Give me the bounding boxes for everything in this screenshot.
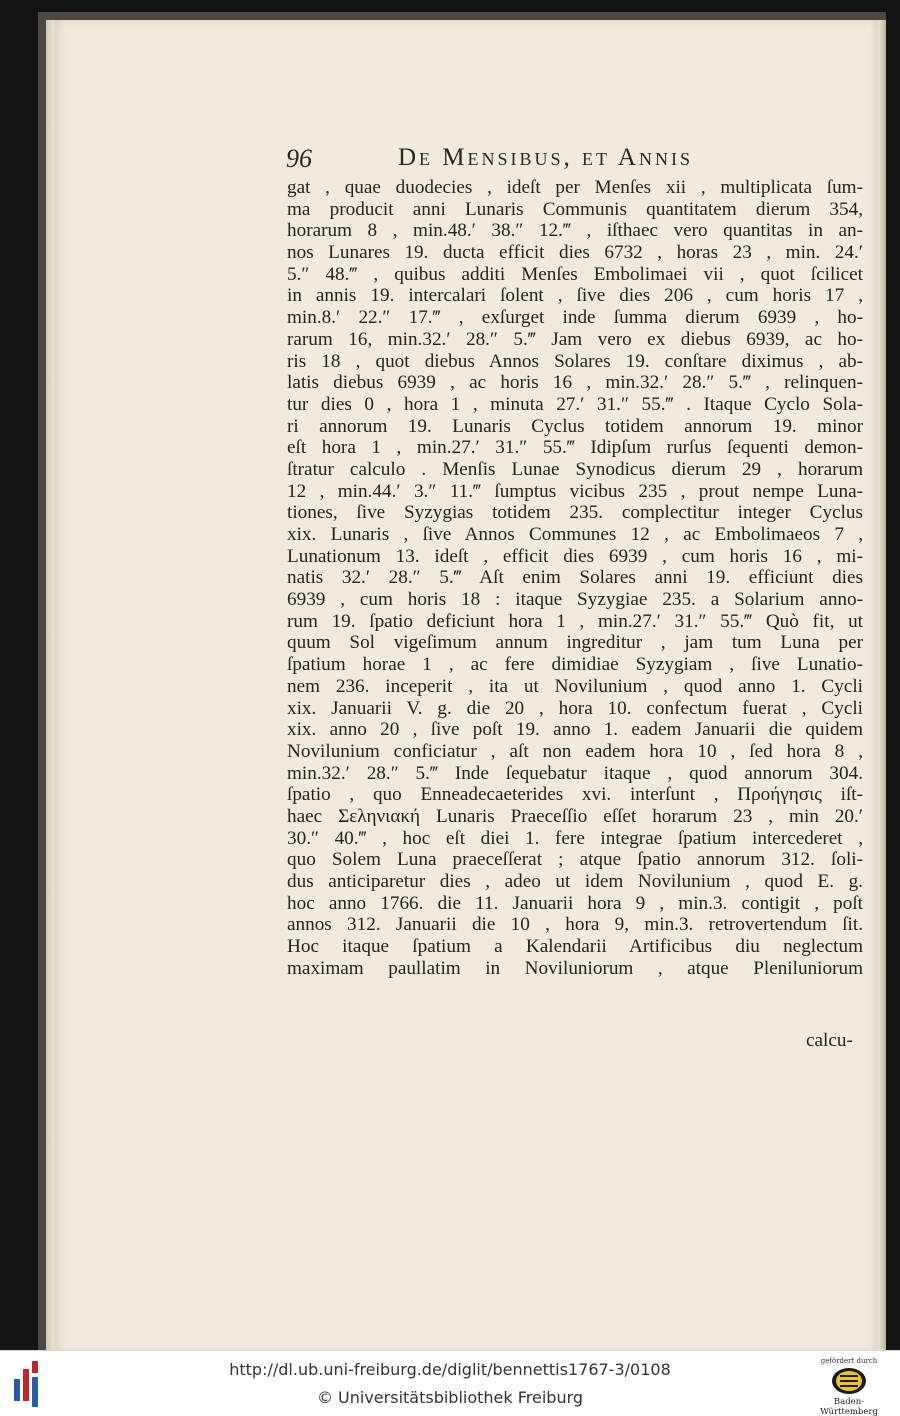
text-line: annos 312. Januarii die 10 , hora 9, min.3. retrovertendum ſit.: [287, 914, 863, 936]
copyright-notice: © Universitätsbibliothek Freiburg: [316, 1388, 584, 1407]
text-line: Hoc itaque ſpatium a Kalendarii Artificibus diu neglectum: [287, 936, 863, 958]
baden-wuerttemberg-crest-icon: [829, 1367, 869, 1395]
page-header: [286, 144, 766, 176]
text-line: Novilunium conficiatur , aſt non eadem hora 10 , ſed hora 8 ,: [287, 740, 863, 762]
catchword: calcu-: [806, 1030, 853, 1051]
text-line: haec Σεληνιακή Lunaris Praeceſſio eſſet horarum 23 , min 20.′: [287, 805, 863, 827]
running-head: De Mensibus, et Annis: [398, 144, 693, 171]
text-line: eſt hora 1 , min.27.′ 31.″ 55.‴ Idipſum rurſus ſequenti demon-: [287, 437, 863, 459]
page-right-edge: [878, 20, 886, 1350]
text-line: hoc anno 1766. die 11. Januarii hora 9 , min.3. contigit , poſt: [287, 892, 863, 914]
page-number: 96: [286, 144, 312, 173]
text-line: horarum 8 , min.48.′ 38.″ 12.‴ , iſthaec vero quantitas in an-: [287, 220, 863, 242]
viewer-footer: [0, 1350, 900, 1416]
text-line: dus anticiparetur dies , adeo ut idem Novilunium , quod E. g.: [287, 871, 863, 892]
text-line: 12 , min.44.′ 3.″ 11.‴ ſumptus vicibus 235 , prout nempe Luna-: [287, 480, 863, 502]
text-line: maximam paullatim in Noviluniorum , atque Pleniluniorum: [287, 957, 863, 979]
text-line: min.8.′ 22.″ 17.‴ , exſurget inde ſumma dierum 6939 , ho-: [287, 307, 863, 329]
body-text: [287, 177, 863, 979]
text-line: tur dies 0 , hora 1 , minuta 27.′ 31.″ 55.‴ . Itaque Cyclo Sola-: [287, 393, 863, 415]
permalink-url[interactable]: http://dl.ub.uni-freiburg.de/diglit/bennettis1767-3/0108: [229, 1360, 671, 1379]
text-line: xix. Januarii V. g. die 20 , hora 10. confectum fuerat , Cycli: [287, 697, 863, 719]
text-line: ri annorum 19. Lunaris Cyclus totidem annorum 19. minor: [287, 415, 863, 437]
text-line: ris 18 , quot diebus Annos Solares 19. conſtare diximus , ab-: [287, 350, 863, 372]
text-line: xix. anno 20 , ſive poſt 19. anno 1. eadem Januarii die quidem: [287, 719, 863, 741]
text-line: natis 32.′ 28.″ 5.‴ Aſt enim Solares anni 19. efficiunt dies: [287, 567, 863, 589]
text-line: quum Sol vigeſimum annum ingreditur , jam tum Luna per: [287, 632, 863, 654]
text-line: rum 19. ſpatio deficiunt hora 1 , min.27.′ 31.″ 55.‴ Quò fit, ut: [287, 610, 863, 632]
text-line: nem 236. inceperit , ita ut Novilunium , quod anno 1. Cycli: [287, 675, 863, 697]
text-line: nos Lunares 19. ducta efficit dies 6732 , horas 23 , min. 24.′: [287, 242, 863, 264]
text-line: gat , quae duodecies , ideſt per Menſes xii , multiplicata ſum-: [287, 177, 863, 198]
text-line: rarum 16, min.32.′ 28.″ 5.‴ Jam vero ex diebus 6939, ac ho-: [287, 328, 863, 350]
text-line: xix. Lunaris , ſive Annos Communes 12 , ac Embolimaeos 7 ,: [287, 524, 863, 545]
sponsor-name: Baden-Württemberg: [820, 1397, 878, 1416]
text-line: latis diebus 6939 , ac horis 16 , min.32.′ 28.″ 5.‴ , relinquen-: [287, 372, 863, 394]
sponsor-block[interactable]: [808, 1357, 890, 1415]
page-gutter: [46, 20, 54, 1350]
text-line: 30.″ 40.‴ , hoc eſt diei 1. fere integrae ſpatium intercederet ,: [287, 827, 863, 849]
text-line: min.32.′ 28.″ 5.‴ Inde ſequebatur itaque , quod annorum 304.: [287, 762, 863, 784]
text-line: in annis 19. intercalari ſolent , ſive dies 206 , cum horis 17 ,: [287, 285, 863, 307]
text-line: ſpatio , quo Enneadecaeterides xvi. interſunt , Προήγησις iſt-: [287, 784, 863, 806]
text-line: ma producit anni Lunaris Communis quantitatem dierum 354,: [287, 198, 863, 220]
sponsor-label: gefördert durch: [820, 1357, 878, 1365]
text-line: quo Solem Luna praeceſſerat ; atque ſpatio annorum 312. ſoli-: [287, 849, 863, 871]
text-line: ſpatium horae 1 , ac fere dimidiae Syzygiam , ſive Lunatio-: [287, 654, 863, 676]
text-line: tiones, ſive Syzygias totidem 235. complectitur integer Cyclus: [287, 502, 863, 524]
text-line: Lunationum 13. ideſt , efficit dies 6939 , cum horis 16 , mi-: [287, 545, 863, 567]
text-line: 5.″ 48.‴ , quibus additi Menſes Embolimaei vii , quot ſcilicet: [287, 263, 863, 285]
text-line: ſtratur calculo . Menſis Lunae Synodicus dierum 29 , horarum: [287, 458, 863, 480]
text-line: 6939 , cum horis 18 : itaque Syzygiae 235. a Solarium anno-: [287, 589, 863, 611]
